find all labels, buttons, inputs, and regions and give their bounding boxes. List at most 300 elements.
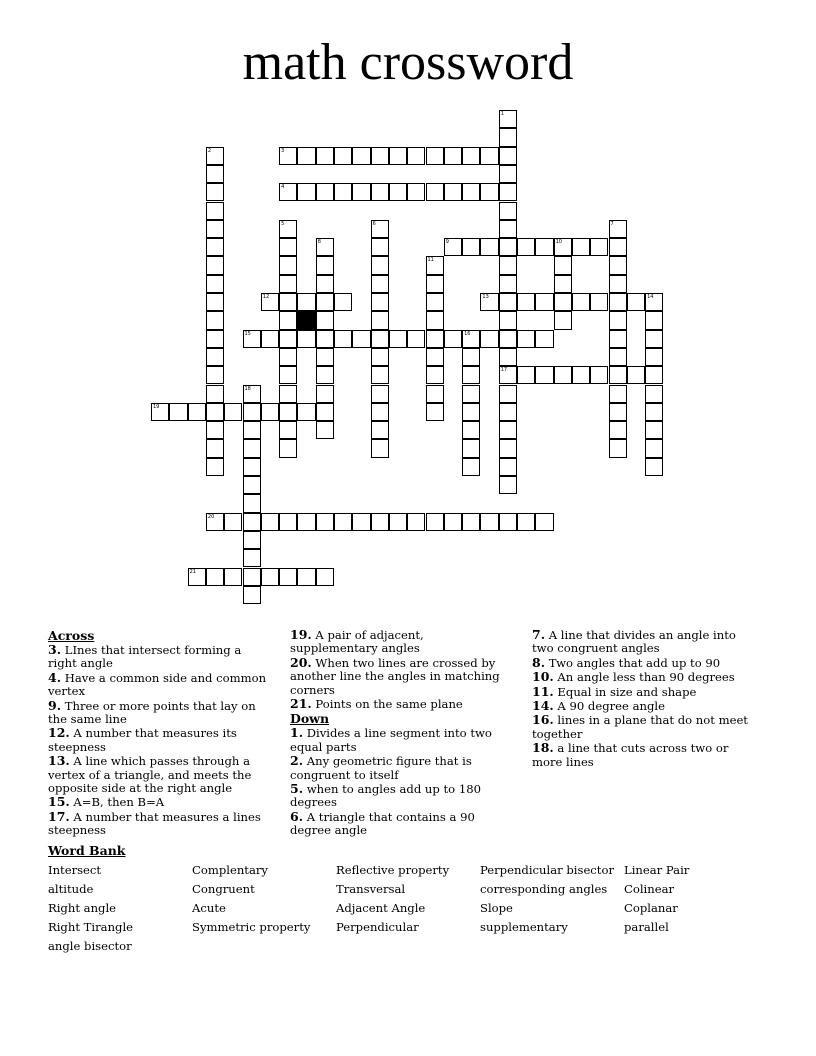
grid-cell[interactable]	[371, 183, 389, 201]
clue-number: 4.	[48, 669, 62, 685]
grid-cell[interactable]	[243, 385, 261, 403]
grid-cell[interactable]	[243, 494, 261, 512]
grid-cell[interactable]	[316, 421, 334, 439]
grid-cell[interactable]	[499, 147, 517, 165]
grid-cell[interactable]	[279, 366, 297, 384]
grid-cell[interactable]	[389, 330, 407, 348]
grid-cell[interactable]	[627, 293, 645, 311]
grid-cell[interactable]	[371, 403, 389, 421]
grid-cell[interactable]	[371, 385, 389, 403]
grid-cell[interactable]	[206, 202, 224, 220]
grid-cell[interactable]	[334, 147, 352, 165]
grid-cell[interactable]	[261, 568, 279, 586]
grid-cell[interactable]	[371, 275, 389, 293]
clue-text: A 90 degree angle	[553, 699, 665, 714]
grid-cell[interactable]	[279, 513, 297, 531]
grid-cell[interactable]	[426, 513, 444, 531]
across-clue-list-continued	[290, 628, 512, 711]
clue-text: Equal in size and shape	[553, 684, 697, 699]
grid-cell[interactable]	[297, 568, 315, 586]
clue-number: 20.	[290, 654, 312, 670]
grid-cell[interactable]	[609, 366, 627, 384]
clue-text: A pair of adjacent, supplementary angles	[290, 628, 424, 656]
cell-number: 20	[207, 513, 215, 520]
grid-cell[interactable]	[407, 183, 425, 201]
grid-cell[interactable]	[243, 439, 261, 457]
clue-text: Have a common side and common vertex	[48, 670, 267, 699]
grid-cell[interactable]	[572, 293, 590, 311]
grid-cell[interactable]	[279, 385, 297, 403]
grid-cell[interactable]	[316, 568, 334, 586]
grid-cell[interactable]	[609, 220, 627, 238]
grid-cell[interactable]	[499, 439, 517, 457]
grid-cell[interactable]	[297, 513, 315, 531]
grid-cell[interactable]	[316, 348, 334, 366]
clue-number: 14.	[532, 698, 554, 714]
clue	[48, 699, 270, 727]
grid-cell[interactable]	[316, 311, 334, 329]
grid-cell[interactable]	[261, 330, 279, 348]
grid-cell[interactable]	[279, 256, 297, 274]
grid-cell[interactable]	[499, 476, 517, 494]
grid-cell[interactable]	[462, 513, 480, 531]
word-bank-entry: Congruent	[192, 882, 255, 896]
cell-number: 1	[500, 111, 504, 117]
grid-cell[interactable]	[316, 238, 334, 256]
grid-cell[interactable]	[316, 147, 334, 165]
grid-cell[interactable]	[261, 403, 279, 421]
clue	[290, 656, 512, 697]
clue-number: 21.	[290, 696, 312, 712]
grid-cell[interactable]	[499, 275, 517, 293]
grid-cell[interactable]	[279, 220, 297, 238]
grid-cell[interactable]	[352, 330, 370, 348]
grid-cell[interactable]	[243, 531, 261, 549]
cell-number: 13	[482, 294, 489, 300]
word-bank-entry: angle bisector	[48, 939, 132, 953]
grid-cell[interactable]	[188, 568, 206, 586]
grid-cell[interactable]	[499, 165, 517, 183]
clue-number: 1.	[290, 725, 304, 741]
grid-cell[interactable]	[426, 330, 444, 348]
grid-cell[interactable]	[407, 147, 425, 165]
clue	[532, 713, 760, 741]
word-bank-entry: Intersect	[48, 863, 102, 877]
down-heading: Down	[290, 711, 330, 727]
grid-cell[interactable]	[590, 238, 608, 256]
grid-cell[interactable]	[499, 348, 517, 366]
grid-cell[interactable]	[334, 183, 352, 201]
clue-text: a line that cuts across two or more lines	[532, 741, 729, 769]
grid-cell[interactable]	[206, 183, 224, 201]
grid-cell[interactable]	[645, 421, 663, 439]
clue-number: 16.	[532, 712, 554, 728]
grid-cell[interactable]	[371, 439, 389, 457]
clue-text: A line which passes through a vertex of a triangle, and meets the opposite side at the right angle	[48, 754, 252, 796]
grid-cell[interactable]	[499, 238, 517, 256]
grid-cell[interactable]	[426, 385, 444, 403]
cell-number: 4	[281, 184, 285, 191]
word-bank-heading: Word Bank	[48, 843, 126, 858]
grid-cell[interactable]	[371, 513, 389, 531]
grid-cell[interactable]	[517, 293, 535, 311]
cell-number: 18	[244, 385, 251, 392]
grid-cell[interactable]	[371, 256, 389, 274]
grid-cell[interactable]	[371, 311, 389, 329]
grid-cell[interactable]	[371, 147, 389, 165]
clue	[290, 697, 512, 711]
grid-cell[interactable]	[279, 238, 297, 256]
grid-cell[interactable]	[535, 366, 553, 384]
grid-cell[interactable]	[535, 238, 553, 256]
grid-cell[interactable]	[462, 385, 480, 403]
grid-cell[interactable]	[499, 421, 517, 439]
word-bank-entry: Perpendicular	[336, 920, 419, 934]
grid-cell[interactable]	[316, 293, 334, 311]
grid-cell[interactable]	[609, 421, 627, 439]
grid-cell[interactable]	[279, 403, 297, 421]
word-bank-entry: Right Tirangle	[48, 920, 134, 934]
word-bank-entry: supplementary	[480, 920, 568, 934]
clues-column-3	[532, 628, 760, 769]
grid-cell[interactable]	[316, 275, 334, 293]
grid-cell[interactable]	[554, 238, 572, 256]
grid-cell[interactable]	[517, 330, 535, 348]
grid-cell[interactable]	[371, 220, 389, 238]
grid-cell[interactable]	[444, 513, 462, 531]
grid-cell[interactable]	[645, 403, 663, 421]
grid-cell[interactable]	[517, 366, 535, 384]
grid-cell[interactable]	[645, 293, 663, 311]
cell-number: 2	[207, 147, 212, 154]
cell-number: 7	[610, 220, 614, 227]
grid-cell[interactable]	[572, 366, 590, 384]
grid-cell[interactable]	[279, 348, 297, 366]
grid-cell[interactable]	[188, 403, 206, 421]
grid-cell[interactable]	[572, 238, 590, 256]
clue-number: 11.	[532, 683, 554, 699]
grid-cell[interactable]	[554, 275, 572, 293]
grid-cell[interactable]	[609, 256, 627, 274]
grid-cell[interactable]	[499, 366, 517, 384]
word-bank-entry: Acute	[192, 901, 226, 915]
grid-cell[interactable]	[297, 403, 315, 421]
down-clue-list-continued	[532, 628, 760, 769]
grid-cell[interactable]	[279, 439, 297, 457]
cell-number: 19	[153, 403, 160, 410]
grid-cell[interactable]	[499, 256, 517, 274]
grid-cell[interactable]	[480, 513, 498, 531]
word-bank-entry: Transversal	[336, 882, 406, 896]
grid-cell[interactable]	[279, 421, 297, 439]
grid-cell[interactable]	[371, 366, 389, 384]
grid-cell[interactable]	[206, 513, 224, 531]
grid-cell[interactable]	[426, 147, 444, 165]
grid-cell[interactable]	[609, 385, 627, 403]
grid-cell[interactable]	[462, 421, 480, 439]
clue-number: 9.	[48, 697, 62, 713]
grid-cell[interactable]	[535, 513, 553, 531]
across-clue-list	[48, 643, 270, 838]
grid-cell[interactable]	[554, 311, 572, 329]
clue-text: when to angles add up to 180 degrees	[290, 782, 481, 810]
grid-cell[interactable]	[627, 366, 645, 384]
grid-cell[interactable]	[206, 275, 224, 293]
clue	[532, 685, 760, 699]
clue-text: Any geometric figure that is congruent to itself	[290, 754, 472, 782]
grid-cell[interactable]	[206, 458, 224, 476]
grid-cell[interactable]	[279, 311, 297, 329]
grid-cell[interactable]	[462, 348, 480, 366]
grid-cell[interactable]	[426, 293, 444, 311]
clue-number: 7.	[532, 627, 546, 642]
grid-cell[interactable]	[224, 568, 242, 586]
grid-cell[interactable]	[243, 476, 261, 494]
grid-cell[interactable]	[389, 513, 407, 531]
clue-text: When two lines are crossed by another line the angles in matching corners	[290, 655, 500, 697]
clue-text: A number that measures its steepness	[48, 726, 237, 754]
grid-cell[interactable]	[316, 385, 334, 403]
grid-cell[interactable]	[334, 293, 352, 311]
clue-text: LInes that intersect forming a right angle	[48, 643, 242, 671]
grid-cell[interactable]	[517, 513, 535, 531]
clue-text: lines in a plane that do not meet together	[532, 713, 748, 741]
cell-number: 12	[262, 294, 270, 300]
grid-cell[interactable]	[352, 513, 370, 531]
grid-cell[interactable]	[261, 293, 279, 311]
grid-cell[interactable]	[426, 403, 444, 421]
grid-cell[interactable]	[462, 238, 480, 256]
clue	[48, 643, 270, 671]
clue	[532, 656, 760, 670]
black-square	[297, 311, 315, 329]
grid-cell[interactable]	[426, 311, 444, 329]
grid-cell[interactable]	[462, 330, 480, 348]
page-title: math crossword	[242, 34, 574, 91]
grid-cell[interactable]	[334, 513, 352, 531]
grid-cell[interactable]	[480, 330, 498, 348]
grid-cell[interactable]	[243, 458, 261, 476]
grid-cell[interactable]	[645, 330, 663, 348]
clue-number: 18.	[532, 740, 554, 756]
clue-text: A number that measures a lines steepness	[48, 809, 261, 838]
grid-cell[interactable]	[444, 330, 462, 348]
grid-cell[interactable]	[352, 147, 370, 165]
cell-number: 8	[317, 239, 321, 246]
grid-cell[interactable]	[352, 183, 370, 201]
grid-cell[interactable]	[444, 238, 462, 256]
grid-cell[interactable]	[297, 330, 315, 348]
grid-cell[interactable]	[517, 238, 535, 256]
clue	[290, 726, 512, 754]
grid-cell[interactable]	[243, 568, 261, 586]
grid-cell[interactable]	[480, 147, 498, 165]
grid-cell[interactable]	[499, 128, 517, 146]
grid-cell[interactable]	[206, 385, 224, 403]
clue-number: 12.	[48, 725, 70, 741]
grid-cell[interactable]	[645, 366, 663, 384]
grid-cell[interactable]	[279, 183, 297, 201]
grid-cell[interactable]	[206, 165, 224, 183]
clue	[290, 754, 512, 782]
grid-cell[interactable]	[609, 330, 627, 348]
grid-cell[interactable]	[590, 293, 608, 311]
grid-cell[interactable]	[462, 439, 480, 457]
grid-cell[interactable]	[645, 385, 663, 403]
grid-cell[interactable]	[554, 293, 572, 311]
grid-cell[interactable]	[206, 220, 224, 238]
grid-cell[interactable]	[535, 293, 553, 311]
grid-cell[interactable]	[279, 568, 297, 586]
clues-column-1	[48, 628, 270, 838]
grid-cell[interactable]	[243, 586, 261, 604]
grid-cell[interactable]	[151, 403, 169, 421]
grid-cell[interactable]	[462, 147, 480, 165]
cell-number: 5	[281, 220, 285, 227]
grid-cell[interactable]	[462, 366, 480, 384]
grid-cell[interactable]	[206, 330, 224, 348]
grid-cell[interactable]	[480, 238, 498, 256]
grid-cell[interactable]	[499, 513, 517, 531]
grid-cell[interactable]	[206, 348, 224, 366]
grid-cell[interactable]	[426, 275, 444, 293]
clue-text: An angle less than 90 degrees	[553, 670, 735, 685]
grid-cell[interactable]	[371, 293, 389, 311]
grid-cell[interactable]	[426, 256, 444, 274]
grid-cell[interactable]	[243, 403, 261, 421]
grid-cell[interactable]	[243, 549, 261, 567]
grid-cell[interactable]	[243, 421, 261, 439]
grid-cell[interactable]	[590, 366, 608, 384]
grid-cell[interactable]	[371, 238, 389, 256]
grid-cell[interactable]	[206, 421, 224, 439]
grid-cell[interactable]	[499, 220, 517, 238]
clue-text: A triangle that contains a 90 degree angle	[290, 809, 475, 838]
grid-cell[interactable]	[609, 348, 627, 366]
grid-cell[interactable]	[316, 403, 334, 421]
grid-cell[interactable]	[206, 238, 224, 256]
clue-number: 19.	[290, 627, 312, 642]
grid-cell[interactable]	[407, 513, 425, 531]
grid-cell[interactable]	[206, 147, 224, 165]
grid-cell[interactable]	[206, 439, 224, 457]
grid-cell[interactable]	[535, 330, 553, 348]
grid-cell[interactable]	[297, 183, 315, 201]
grid-cell[interactable]	[279, 147, 297, 165]
grid-cell[interactable]	[499, 330, 517, 348]
grid-cell[interactable]	[499, 458, 517, 476]
grid-cell[interactable]	[499, 293, 517, 311]
grid-cell[interactable]	[645, 439, 663, 457]
grid-cell[interactable]	[224, 403, 242, 421]
clue-number: 10.	[532, 669, 554, 685]
grid-cell[interactable]	[480, 293, 498, 311]
grid-cell[interactable]	[462, 458, 480, 476]
grid-cell[interactable]	[389, 183, 407, 201]
word-bank-entry: corresponding angles	[480, 882, 608, 896]
grid-cell[interactable]	[609, 275, 627, 293]
grid-cell[interactable]	[407, 330, 425, 348]
grid-cell[interactable]	[297, 293, 315, 311]
grid-cell[interactable]	[499, 183, 517, 201]
grid-cell[interactable]	[224, 513, 242, 531]
grid-cell[interactable]	[609, 311, 627, 329]
grid-cell[interactable]	[389, 147, 407, 165]
grid-cell[interactable]	[316, 330, 334, 348]
grid-cell[interactable]	[206, 366, 224, 384]
grid-cell[interactable]	[316, 366, 334, 384]
grid-cell[interactable]	[243, 330, 261, 348]
grid-cell[interactable]	[426, 348, 444, 366]
grid-cell[interactable]	[371, 348, 389, 366]
grid-cell[interactable]	[206, 293, 224, 311]
clue	[532, 670, 760, 684]
grid-cell[interactable]	[645, 348, 663, 366]
grid-cell[interactable]	[279, 330, 297, 348]
grid-cell[interactable]	[316, 256, 334, 274]
grid-cell[interactable]	[499, 202, 517, 220]
grid-cell[interactable]	[609, 439, 627, 457]
grid-cell[interactable]	[499, 403, 517, 421]
word-bank-entry: Linear Pair	[624, 863, 690, 877]
clue	[532, 628, 760, 656]
grid-cell[interactable]	[444, 183, 462, 201]
grid-cell[interactable]	[480, 183, 498, 201]
grid-cell[interactable]	[645, 458, 663, 476]
grid-cell[interactable]	[499, 110, 517, 128]
grid-cell[interactable]	[609, 293, 627, 311]
grid-cell[interactable]	[206, 403, 224, 421]
across-heading: Across	[48, 628, 95, 643]
word-bank-entry: Adjacent Angle	[336, 901, 426, 915]
clue-number: 3.	[48, 642, 62, 657]
grid-cell[interactable]	[426, 366, 444, 384]
grid-cell[interactable]	[371, 421, 389, 439]
grid-cell[interactable]	[279, 275, 297, 293]
grid-cell[interactable]	[243, 513, 261, 531]
down-clue-list	[290, 726, 512, 837]
clue-text: Divides a line segment into two equal parts	[290, 726, 492, 754]
grid-cell[interactable]	[316, 183, 334, 201]
grid-cell[interactable]	[169, 403, 187, 421]
clue	[290, 628, 512, 656]
grid-cell[interactable]	[609, 238, 627, 256]
grid-cell[interactable]	[499, 385, 517, 403]
grid-cell[interactable]	[444, 147, 462, 165]
grid-cell[interactable]	[426, 183, 444, 201]
clue	[48, 810, 270, 838]
grid-cell[interactable]	[334, 330, 352, 348]
cell-number: 14	[647, 294, 654, 300]
clue-number: 2.	[290, 753, 304, 769]
grid-cell[interactable]	[371, 330, 389, 348]
grid-cell[interactable]	[206, 311, 224, 329]
grid-cell[interactable]	[279, 293, 297, 311]
word-bank-entry: altitude	[48, 882, 94, 896]
grid-cell[interactable]	[206, 568, 224, 586]
grid-cell[interactable]	[261, 513, 279, 531]
grid-cell[interactable]	[316, 513, 334, 531]
grid-cell[interactable]	[297, 147, 315, 165]
grid-cell[interactable]	[462, 403, 480, 421]
grid-cell[interactable]	[462, 183, 480, 201]
grid-cell[interactable]	[554, 366, 572, 384]
grid-cell[interactable]	[206, 256, 224, 274]
grid-cell[interactable]	[645, 311, 663, 329]
grid-cell[interactable]	[609, 403, 627, 421]
grid-cell[interactable]	[554, 256, 572, 274]
grid-cell[interactable]	[499, 311, 517, 329]
